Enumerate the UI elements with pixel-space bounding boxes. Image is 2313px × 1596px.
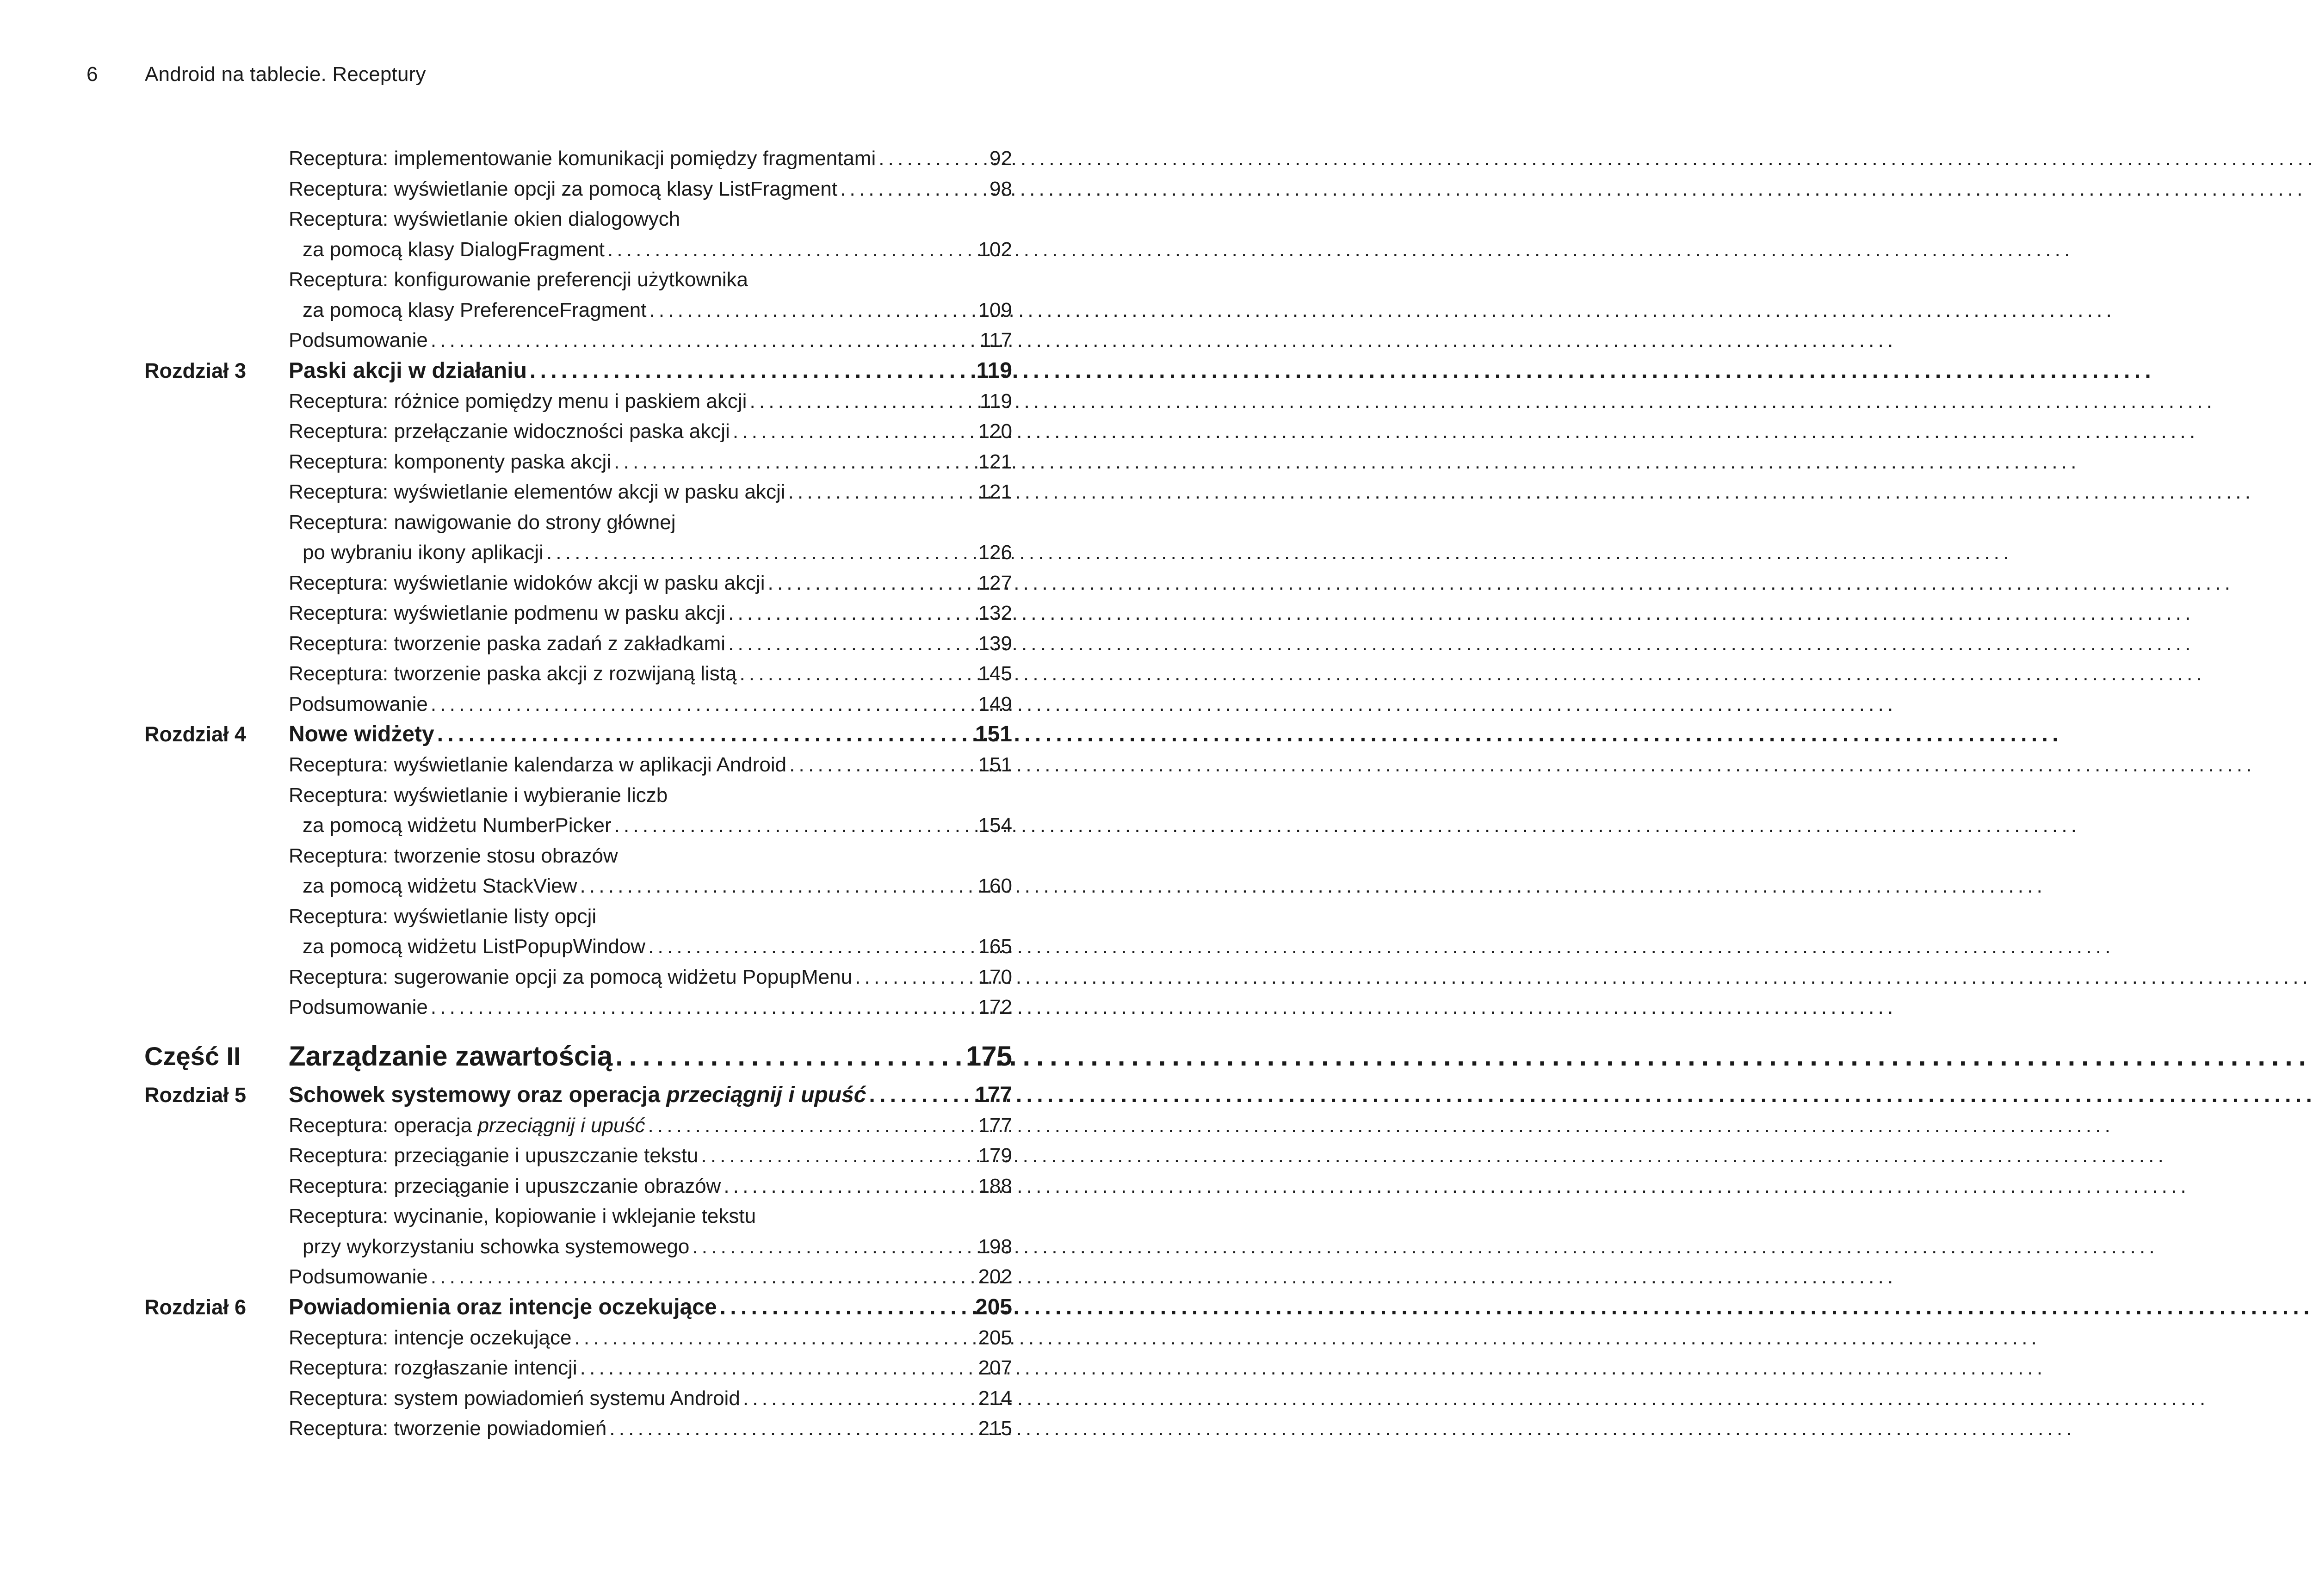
toc-entry[interactable]: Receptura: przełączanie widoczności paska akcji . . . 120 xyxy=(289,416,1012,447)
entry-page: 102 xyxy=(978,238,1012,261)
toc-entry[interactable]: Receptura: wyświetlanie widoków akcji w pasku akcji . . . 127 xyxy=(289,568,1012,598)
chapter-page: 177 xyxy=(975,1082,1012,1107)
chapter-title[interactable]: Paski akcji w działaniu . . . 119 xyxy=(289,356,1012,386)
part-2 xyxy=(144,1036,1012,1076)
entry-page: 188 xyxy=(978,1174,1012,1197)
chapter-title[interactable]: Nowe widżety . . . 151 xyxy=(289,719,1012,750)
chapter-6 xyxy=(144,1292,1012,1444)
entry-page: 117 xyxy=(979,329,1012,351)
entry-page: 202 xyxy=(978,1265,1012,1288)
chapter-3 xyxy=(144,356,1012,720)
toc-entry[interactable]: Receptura: wyświetlanie kalendarza w aplikacji Android . . . 151 xyxy=(289,750,1012,780)
chapter-title[interactable]: Schowek systemowy oraz operacja przeciągnij i upuść . . . 177 xyxy=(289,1080,1012,1110)
toc-entry[interactable]: Podsumowanie . . . 149 xyxy=(289,689,1012,720)
entry-page: 170 xyxy=(978,965,1012,988)
chapter-page: 119 xyxy=(976,358,1012,383)
entry-page: 214 xyxy=(978,1386,1012,1410)
entry-page: 98 xyxy=(990,177,1012,200)
part-label: Część II xyxy=(144,1041,241,1071)
entry-page: 126 xyxy=(978,541,1012,564)
toc-entry[interactable]: Receptura: różnice pomiędzy menu i paskiem akcji . . . 119 xyxy=(289,386,1012,417)
toc-entry[interactable]: Podsumowanie . . . 172 xyxy=(289,992,1012,1023)
entry-page: 121 xyxy=(978,481,1012,503)
entry-page: 160 xyxy=(978,875,1012,897)
entry-page: 165 xyxy=(978,935,1012,958)
continuation-section xyxy=(144,143,1012,356)
entry-page: 205 xyxy=(978,1326,1012,1349)
toc-entry[interactable]: Receptura: implementowanie komunikacji pomiędzy fragmentami . . . 92 xyxy=(289,143,1012,174)
toc-entry[interactable]: Receptura: komponenty paska akcji . . . 121 xyxy=(289,447,1012,477)
entry-page: 154 xyxy=(978,814,1012,837)
entry-page: 120 xyxy=(978,420,1012,443)
entry-page: 177 xyxy=(978,1114,1012,1137)
chapter-5 xyxy=(144,1080,1012,1292)
entry-page: 207 xyxy=(978,1356,1012,1379)
toc-entry[interactable]: Receptura: wyświetlanie i wybieranie liczb za pomocą widżetu NumberPicker . . . 154 xyxy=(289,780,1012,841)
toc-entry[interactable]: Receptura: przeciąganie i upuszczanie obrazów . . . 188 xyxy=(289,1171,1012,1202)
toc-entry[interactable]: Receptura: wyświetlanie listy opcji za pomocą widżetu ListPopupWindow . . . 165 xyxy=(289,901,1012,962)
chapter-page: 205 xyxy=(975,1294,1012,1319)
chapter-label: Rozdział 4 xyxy=(144,722,247,746)
toc-entry[interactable]: Receptura: rozgłaszanie intencji . . . 207 xyxy=(289,1353,1012,1383)
book-title: Android na tablecie. Receptury xyxy=(145,63,426,86)
toc-entry[interactable]: Receptura: konfigurowanie preferencji użytkownika za pomocą klasy PreferenceFragment . . . 109 xyxy=(289,265,1012,325)
toc-entry[interactable]: Receptura: tworzenie stosu obrazów za pomocą widżetu StackView . . . 160 xyxy=(289,841,1012,901)
table-of-contents xyxy=(144,143,1012,1444)
toc-entry[interactable]: Podsumowanie . . . 117 xyxy=(289,325,1012,356)
toc-entry[interactable]: Receptura: przeciąganie i upuszczanie tekstu . . . 179 xyxy=(289,1140,1012,1171)
entry-page: 215 xyxy=(978,1417,1012,1440)
entry-page: 145 xyxy=(978,662,1012,685)
entry-page: 149 xyxy=(978,692,1012,715)
toc-entry[interactable]: Receptura: wycinanie, kopiowanie i wklejanie tekstu przy wykorzystaniu schowka systemowego . . . 198 xyxy=(289,1201,1012,1262)
toc-entry[interactable]: Receptura: sugerowanie opcji za pomocą widżetu PopupMenu . . . 170 xyxy=(289,962,1012,992)
toc-entry[interactable]: Receptura: wyświetlanie elementów akcji w pasku akcji . . . 121 xyxy=(289,477,1012,507)
toc-entry[interactable]: Receptura: intencje oczekujące . . . 205 xyxy=(289,1323,1012,1353)
entry-page: 198 xyxy=(978,1235,1012,1258)
chapter-page: 151 xyxy=(975,722,1012,746)
part-page: 175 xyxy=(965,1040,1012,1072)
entry-page: 92 xyxy=(990,147,1012,170)
chapter-label: Rozdział 6 xyxy=(144,1295,247,1319)
toc-entry[interactable]: Receptura: tworzenie powiadomień . . . 215 xyxy=(289,1413,1012,1444)
chapter-label: Rozdział 5 xyxy=(144,1083,247,1107)
running-head xyxy=(87,63,426,86)
toc-entry[interactable]: Receptura: tworzenie paska akcji z rozwijaną listą . . . 145 xyxy=(289,659,1012,689)
toc-entry[interactable]: Receptura: operacja przeciągnij i upuść . . . 177 xyxy=(289,1110,1012,1141)
entry-page: 139 xyxy=(978,632,1012,655)
page-number: 6 xyxy=(87,63,98,86)
entry-page: 132 xyxy=(978,602,1012,624)
chapter-title[interactable]: Powiadomienia oraz intencje oczekujące . . . 205 xyxy=(289,1292,1012,1323)
toc-entry[interactable]: Receptura: nawigowanie do strony głównej po wybraniu ikony aplikacji . . . 126 xyxy=(289,507,1012,568)
entry-page: 172 xyxy=(978,996,1012,1018)
entry-page: 179 xyxy=(978,1144,1012,1167)
entry-page: 151 xyxy=(978,753,1012,776)
toc-entry[interactable]: Receptura: system powiadomień systemu Android . . . 214 xyxy=(289,1383,1012,1414)
entry-page: 121 xyxy=(978,450,1012,473)
entry-page: 127 xyxy=(978,571,1012,594)
entry-page: 119 xyxy=(979,389,1012,413)
toc-entry[interactable]: Podsumowanie . . . 202 xyxy=(289,1262,1012,1292)
chapter-4 xyxy=(144,719,1012,1023)
toc-entry[interactable]: Receptura: wyświetlanie podmenu w pasku akcji . . . 132 xyxy=(289,598,1012,629)
entry-page: 109 xyxy=(978,298,1012,321)
toc-entry[interactable]: Receptura: wyświetlanie opcji za pomocą klasy ListFragment . . . 98 xyxy=(289,174,1012,204)
toc-entry[interactable]: Receptura: tworzenie paska zadań z zakładkami . . . 139 xyxy=(289,629,1012,659)
toc-entry[interactable]: Receptura: wyświetlanie okien dialogowych za pomocą klasy DialogFragment . . . 102 xyxy=(289,204,1012,265)
part-title[interactable]: Zarządzanie zawartością . . . 175 xyxy=(289,1036,1012,1076)
chapter-label: Rozdział 3 xyxy=(144,358,247,382)
